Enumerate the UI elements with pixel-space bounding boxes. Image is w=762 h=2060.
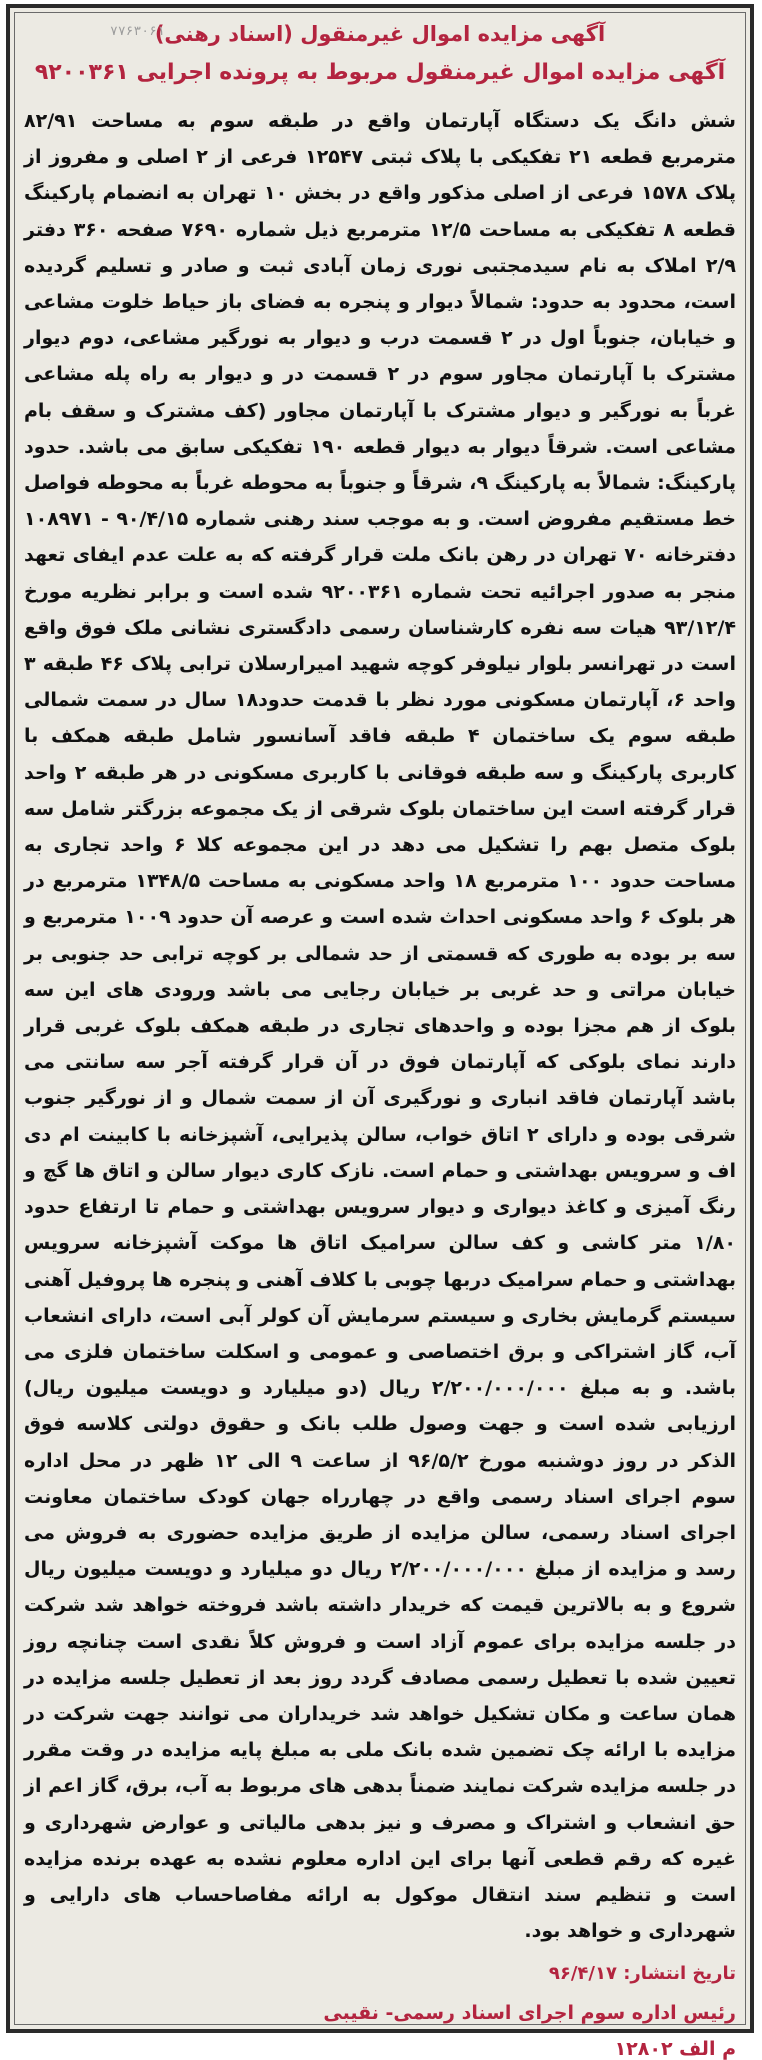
notice-header-small: آگهی مزایده اموال غیرمنقول (اسناد رهنی) xyxy=(154,22,606,46)
notice-header-main: آگهی مزایده اموال غیرمنقول مربوط به پرونده اجرایی ۹۲۰۰۳۶۱ xyxy=(34,60,726,85)
publish-date: تاریخ انتشار: ۹۶/۴/۱۷ xyxy=(548,1963,736,1985)
notice-code: م الف ۱۲۸۰۲ xyxy=(614,2038,736,2060)
notice-inner-border xyxy=(14,12,746,2025)
signer-title: رئیس اداره سوم اجرای اسناد رسمی- نقیبی xyxy=(323,2002,736,2025)
notice-paper xyxy=(6,4,754,2060)
scan-reference-number: ۷۷۶۳۰۶۱ xyxy=(110,24,165,39)
notice-body-text: شش دانگ یک دستگاه آپارتمان واقع در طبقه سوم به مساحت ۸۲/۹۱ مترمربع قطعه ۲۱ تفکیکی با پلاک ثبتی ۱۲۵۴۷ فرعی از ۲ اصلی و مفروز از پلاک ۱۵۷۸ فرعی از اصلی مذکور واقع در بخش ۱۰ تهران به انضمام پارکینگ قطعه ۸ تفکیکی به مساحت ۱۲/۵ مترمربع ذیل شماره ۷۶۹۰ صفحه ۳۶۰ دفتر ۲/۹ املاک به نام سیدمجتبی نوری زمان آبادی ثبت و صادر و تسلیم گردیده است، محدود به حدود: شمالاً دیوار و پنجره به فضای باز حیاط خلوت مشاعی و خیابان، جنوباً اول در ۲ قسمت درب و دیوار به نورگیر مشاعی، دوم دیوار مشترک با آپارتمان مجاور سوم در ۲ قسمت در و دیوار به راه پله مشاعی غرباً به نورگیر و دیوار مشترک با آپارتمان مجاور (کف مشترک و سقف بام مشاعی است. شرقاً دیوار به دیوار قطعه ۱۹۰ تفکیکی سابق می باشد. حدود پارکینگ: شمالاً به پارکینگ ۹، شرقاً و جنوباً به محوطه غرباً به محوطه فواصل خط مستقیم مفروض است. و به موجب سند رهنی شماره ۹۰/۴/۱۵ - ۱۰۸۹۷۱ دفترخانه ۷۰ تهران در رهن بانک ملت قرار گرفته که به علت عدم ایفای تعهد منجر به صدور اجرائیه تحت شماره ۹۲۰۰۳۶۱ شده است و برابر نظریه مورخ ۹۳/۱۲/۴ هیات سه نفره کارشناسان رسمی دادگستری نشانی ملک فوق واقع است در تهرانسر بلوار نیلوفر کوچه شهید امیرارسلان ترابی پلاک ۴۶ طبقه ۳ واحد ۶، آپارتمان مسکونی مورد نظر با قدمت حدود۱۸ سال در سمت شمالی طبقه سوم یک ساختمان ۴ طبقه فاقد آسانسور شامل طبقه همکف با کاربری پارکینگ و سه طبقه فوقانی با کاربری مسکونی در هر طبقه ۲ واحد قرار گرفته است این ساختمان بلوک شرقی از یک مجموعه بزرگتر شامل سه بلوک متصل بهم را تشکیل می دهد در این مجموعه کلا ۶ واحد تجاری به مساحت حدود ۱۰۰ مترمربع ۱۸ واحد مسکونی به مساحت ۱۳۴۸/۵ مترمربع در هر بلوک ۶ واحد مسکونی احداث شده است و عرصه آن حدود ۱۰۰۹ مترمربع و سه بر بوده به طوری که قسمتی از حد شمالی بر کوچه ترابی حد جنوبی بر خیابان مراتی و حد غربی بر خیابان رجایی می باشد ورودی های این سه بلوک از هم مجزا بوده و واحدهای تجاری در طبقه همکف بلوک غربی قرار دارند نمای بلوکی که آپارتمان فوق در آن قرار گرفته آجر سه سانتی می باشد آپارتمان فاقد انباری و نورگیری آن از سمت شمال و از نورگیر جنوب شرقی بوده و دارای ۲ اتاق خواب، سالن پذیرایی، آشپزخانه با کابینت ام دی اف و سرویس بهداشتی و حمام است. نازک کاری دیوار سالن و اتاق ها گچ و رنگ آمیزی و کاغذ دیواری و دیوار سرویس بهداشتی و حمام تا ارتفاع حدود ۱/۸۰ متر کاشی و کف سالن سرامیک اتاق ها موکت آشپزخانه سرویس بهداشتی و حمام سرامیک دربها چوبی با کلاف آهنی و پنجره ها پروفیل آهنی سیستم گرمایش بخاری و سیستم سرمایش آن کولر آبی است، دارای انشعاب آب، گاز اشتراکی و برق اختصاصی و عمومی و اسکلت ساختمان فلزی می باشد. و به مبلغ ۲/۲۰۰/۰۰۰/۰۰۰ ریال (دو میلیارد و دویست میلیون ریال) ارزیابی شده است و جهت وصول طلب بانک و حقوق دولتی کلاسه فوق الذکر در روز دوشنبه مورخ ۹۶/۵/۲ از ساعت ۹ الی ۱۲ ظهر در محل اداره سوم اجرای اسناد رسمی واقع در چهارراه جهان کودک ساختمان معاونت اجرای اسناد رسمی، سالن مزایده از طریق مزایده حضوری به فروش می رسد و مزایده از مبلغ ۲/۲۰۰/۰۰۰/۰۰۰ ریال دو میلیارد و دویست میلیون ریال شروع و به بالاترین قیمت که خریدار داشته باشد فروخته خواهد شد شرکت در جلسه مزایده برای عموم آزاد است و فروش کلاً نقدی است چنانچه روز تعیین شده با تعطیل رسمی مصادف گردد روز بعد از تعطیل جلسه مزایده در همان ساعت و مکان تشکیل خواهد شد خریداران می توانند جهت شرکت در مزایده با ارائه چک تضمین شده بانک ملی به مبلغ پایه مزایده در وقت مقرر در جلسه مزایده شرکت نمایند ضمناً بدهی های مربوط به آب، برق، گاز اعم از حق انشعاب و اشتراک و مصرف و نیز بدهی مالیاتی و عوارض شهرداری و غیره که رقم قطعی آنها برای این اداره معلوم نشده به عهده برنده مزایده است و تنظیم سند انتقال موکول به ارائه مفاصاحساب های دارایی و شهرداری و خواهد بود. xyxy=(24,110,737,1943)
